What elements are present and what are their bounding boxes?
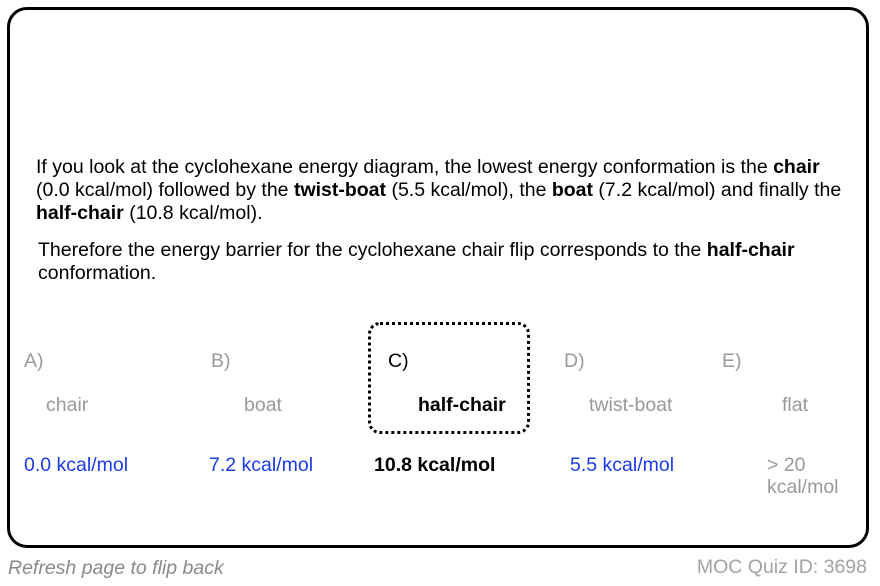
option-e-energy-line-2: kcal/mol: [767, 476, 839, 498]
explanation-text: conformation.: [38, 262, 157, 284]
explanation-paragraph-2: [38, 239, 856, 285]
option-a-letter: A): [24, 350, 44, 372]
option-a-energy: 0.0 kcal/mol: [24, 454, 129, 476]
option-e-letter: E): [722, 350, 742, 372]
option-d-letter: D): [564, 350, 585, 372]
explanation-text: (10.8 kcal/mol).: [123, 202, 263, 224]
option-e-energy-line-1: > 20: [767, 454, 806, 476]
option-c-letter: C): [388, 350, 409, 372]
option-d-energy: 5.5 kcal/mol: [570, 454, 675, 476]
option-b-energy: 7.2 kcal/mol: [209, 454, 314, 476]
explanation-text: (0.0 kcal/mol) followed by the: [36, 179, 294, 201]
selected-option-outline: [368, 322, 530, 434]
explanation-bold-twist-boat: twist-boat: [293, 179, 387, 201]
explanation-bold-boat: boat: [551, 179, 594, 201]
quiz-id: MOC Quiz ID: 3698: [696, 556, 867, 578]
explanation-text: (7.2 kcal/mol) and finally the: [593, 179, 842, 201]
option-c-energy: 10.8 kcal/mol: [374, 454, 496, 476]
explanation-text: Therefore the energy barrier for the cyclohexane chair flip corresponds to the: [38, 239, 707, 261]
answer-explanation: [36, 156, 856, 285]
explanation-bold-half-chair: half-chair: [706, 239, 795, 261]
explanation-bold-half-chair: half-chair: [36, 202, 124, 224]
option-c-name: half-chair: [418, 394, 506, 416]
option-b-letter: B): [211, 350, 231, 372]
option-d-name: twist-boat: [589, 394, 673, 416]
option-e-energy: [767, 454, 839, 498]
explanation-paragraph-1: [36, 156, 856, 225]
option-b-name: boat: [244, 394, 282, 416]
refresh-hint: Refresh page to flip back: [8, 557, 224, 579]
option-e-name: flat: [782, 394, 809, 416]
explanation-text: (5.5 kcal/mol), the: [386, 179, 552, 201]
explanation-text: If you look at the cyclohexane energy diagram, the lowest energy conformation is the: [36, 156, 774, 178]
option-a-name: chair: [46, 394, 89, 416]
explanation-bold-chair: chair: [773, 156, 820, 178]
